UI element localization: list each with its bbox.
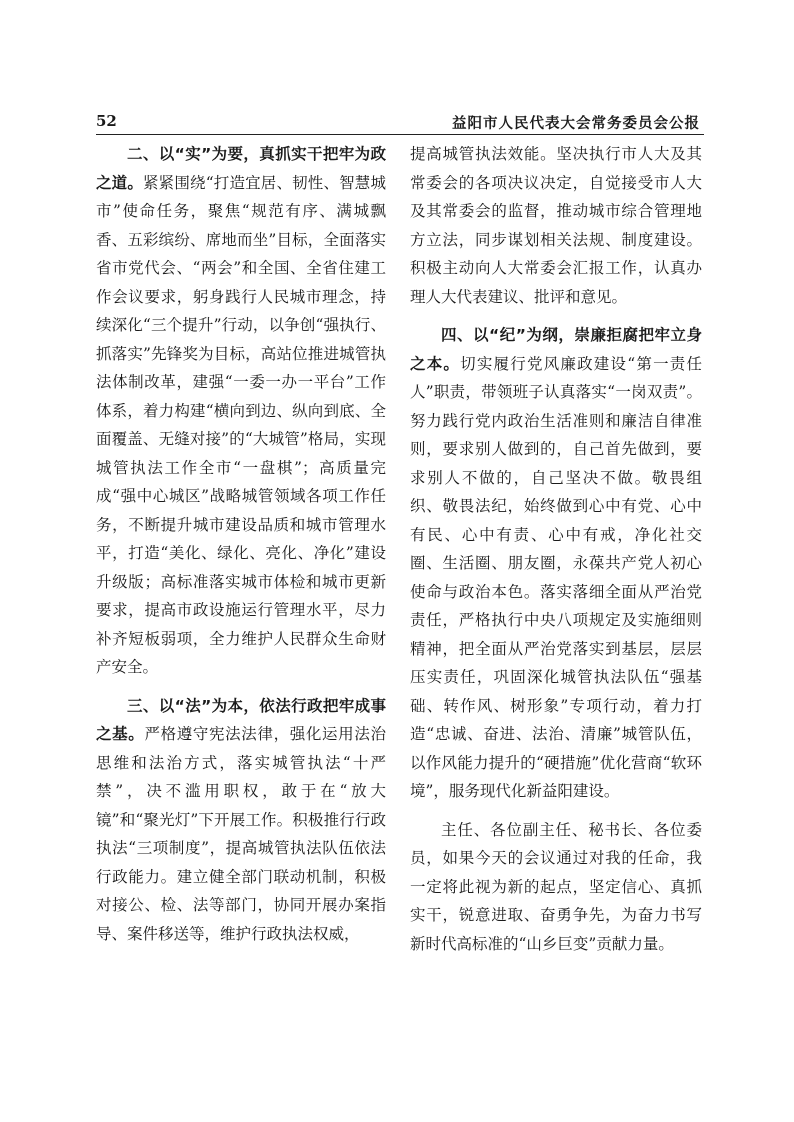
section-three-paragraph [96, 692, 386, 949]
closing-paragraph: 主任、各位副主任、秘书长、各位委员，如果今天的会议通过对我的任命，我一定将此视为新的起点，坚定信心、真抓实干，锐意进取、奋勇争先，为奋力书写新时代高标准的“山乡巨变”贡献力量。 [410, 820, 702, 953]
section-four-paragraph [410, 321, 702, 806]
section-two-body: 紧紧围绕“打造宜居、韧性、智慧城市”使命任务，聚焦“规范有序、满城飘香、五彩缤纷、席地而坐”目标，全面落实省市党代会、“两会”和全国、全省住建工作会议要求，躬身践行人民城市理念，持续深化“三个提升”行动，以争创“强执行、抓落实”先锋奖为目标，高站位推进城管执法体制改革，建强“一委一办一平台”工作体系，着力构建“横向到边、纵向到底、全面覆盖、无缝对接”的“大城管”格局，实现城管执法工作全市“一盘棋”；高质量完成“强中心城区”战略城管领域各项工作任务，不断提升城市建设品质和城市管理水平，打造“美化、绿化、亮化、净化”建设升级版；高标准落实城市体检和城市更新要求，提高市政设施运行管理水平，尽力补齐短板弱项，全力维护人民群众生命财产安全。 [96, 173, 386, 676]
publication-title: 益阳市人民代表大会常务委员会公报 [452, 115, 700, 132]
left-column [96, 140, 386, 948]
section-four-body: 切实履行党风廉政建设“第一责任人”职责，带领班子认真落实“一岗双责”。努力践行党内政治生活准则和廉洁自律准则，要求别人做到的，自己首先做到，要求别人不做的，自己坚决不做。敬畏组织、敬畏法纪，始终做到心中有党、心中有民、心中有责、心中有戒，净化社交圈、生活圈、朋友圈，永葆共产党人初心使命与政治本色。落实落细全面从严治党责任，严格执行中央八项规定及实施细则精神，把全面从严治党落实到基层，层层压实责任，巩固深化城管执法队伍“强基础、转作风、树形象”专项行动，着力打造“忠诚、奋进、法治、清廉”城管队伍，以作风能力提升的“硬措施”优化营商“软环境”，服务现代化新益阳建设。 [410, 354, 702, 800]
right-column [410, 140, 702, 958]
section-three-heading: 三、以“法”为本，依法行政把牢成事之基。 [96, 696, 386, 743]
section-three-continuation: 提高城管执法效能。坚决执行市人大及其常委会的各项决议决定，自觉接受市人大及其常委会的监督，推动城市综合管理地方立法，同步谋划相关法规、制度建设。积极主动向人大常委会汇报工作，认真办理人大代表建议、批评和意见。 [410, 145, 702, 306]
header-rule [96, 134, 704, 135]
section-two-heading: 二、以“实”为要，真抓实干把牢为政之道。 [96, 145, 386, 192]
page-number: 52 [96, 112, 117, 130]
page-header [96, 112, 700, 132]
section-two-paragraph [96, 140, 386, 682]
section-three-body: 严格遵守宪法法律，强化运用法治思维和法治方式，落实城管执法“十严禁”，决不滥用职权，敢于在“放大镜”和“聚光灯”下开展工作。积极推行行政执法“三项制度”，提高城管执法队伍依法行政能力。建立健全部门联动机制，积极对接公、检、法等部门，协同开展办案指导、案件移送等，维护行政执法权威， [96, 725, 386, 943]
section-four-heading: 四、以“纪”为纲，崇廉拒腐把牢立身之本。 [410, 326, 702, 373]
